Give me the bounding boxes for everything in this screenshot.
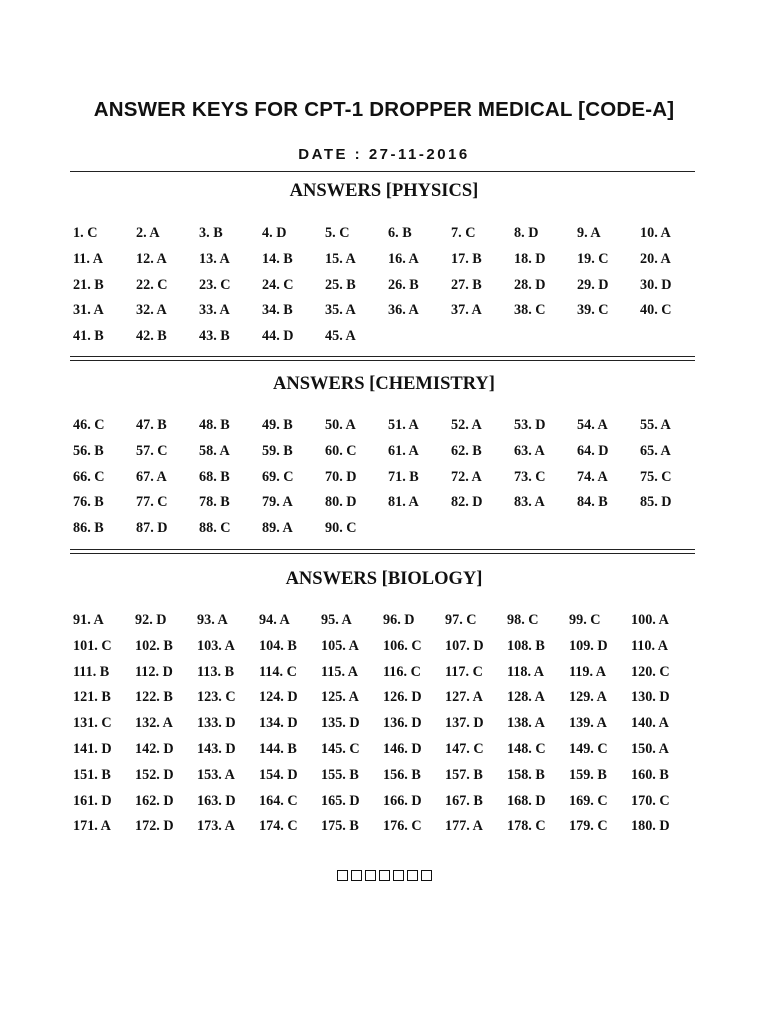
section-title-biology: ANSWERS [BIOLOGY] <box>285 569 483 589</box>
answer-item: 81. A <box>388 494 419 511</box>
answer-item: 98. C <box>507 612 539 628</box>
answer-item: 74. A <box>577 468 608 485</box>
answer-item: 39. C <box>577 302 609 319</box>
answer-item: 58. A <box>199 442 230 459</box>
answer-item: 49. B <box>262 417 293 433</box>
answer-item: 148. C <box>507 740 546 757</box>
answer-item: 97. C <box>445 612 477 628</box>
answer-item: 100. A <box>631 612 669 628</box>
answer-item: 45. A <box>325 328 356 345</box>
answer-item: 104. B <box>259 637 297 654</box>
answer-item: 16. A <box>388 250 419 267</box>
answer-item: 71. B <box>388 468 419 485</box>
answer-item: 42. B <box>136 328 167 345</box>
answer-grid-physics <box>73 221 703 350</box>
answer-item: 173. A <box>197 818 235 835</box>
answer-item: 131. C <box>73 715 112 732</box>
answer-item: 79. A <box>262 494 293 511</box>
answer-item: 132. A <box>135 715 173 732</box>
answer-item: 103. A <box>197 637 235 654</box>
answer-item: 94. A <box>259 612 290 628</box>
answer-item: 18. D <box>514 250 546 267</box>
answer-item: 159. B <box>569 766 607 783</box>
answer-item: 161. D <box>73 792 112 809</box>
answer-item: 116. C <box>383 663 421 680</box>
answer-item: 46. C <box>73 417 105 433</box>
answer-item: 73. C <box>514 468 546 485</box>
answer-item: 66. C <box>73 468 105 485</box>
answer-item: 6. B <box>388 225 412 241</box>
answer-item: 31. A <box>73 302 104 319</box>
answer-item: 156. B <box>383 766 421 783</box>
answer-item: 171. A <box>73 818 111 835</box>
answer-item: 80. D <box>325 494 357 511</box>
answer-item: 34. B <box>262 302 293 319</box>
answer-item: 56. B <box>73 442 104 459</box>
answer-item: 127. A <box>445 689 483 706</box>
answer-item: 114. C <box>259 663 297 680</box>
answer-item: 12. A <box>136 250 167 267</box>
answer-item: 160. B <box>631 766 669 783</box>
answer-item: 40. C <box>640 302 672 319</box>
answer-item: 123. C <box>197 689 236 706</box>
answer-item: 115. A <box>321 663 359 680</box>
answer-item: 165. D <box>321 792 360 809</box>
answer-item: 177. A <box>445 818 483 835</box>
answer-item: 3. B <box>199 225 223 241</box>
answer-item: 1. C <box>73 225 98 241</box>
answer-item: 170. C <box>631 792 670 809</box>
answer-item: 151. B <box>73 766 111 783</box>
answer-item: 29. D <box>577 276 609 293</box>
answer-item: 134. D <box>259 715 298 732</box>
answer-item: 35. A <box>325 302 356 319</box>
divider <box>70 553 695 554</box>
answer-item: 67. A <box>136 468 167 485</box>
answer-item: 61. A <box>388 442 419 459</box>
divider <box>70 549 695 550</box>
answer-item: 158. B <box>507 766 545 783</box>
answer-item: 125. A <box>321 689 359 706</box>
answer-item: 91. A <box>73 612 104 628</box>
answer-item: 57. C <box>136 442 168 459</box>
answer-item: 154. D <box>259 766 298 783</box>
answer-item: 130. D <box>631 689 670 706</box>
answer-item: 106. C <box>383 637 422 654</box>
answer-item: 62. B <box>451 442 482 459</box>
answer-item: 174. C <box>259 818 298 835</box>
answer-item: 65. A <box>640 442 671 459</box>
answer-item: 83. A <box>514 494 545 511</box>
answer-item: 33. A <box>199 302 230 319</box>
answer-item: 105. A <box>321 637 359 654</box>
answer-item: 145. C <box>321 740 360 757</box>
answer-item: 55. A <box>640 417 671 433</box>
answer-item: 77. C <box>136 494 168 511</box>
answer-item: 118. A <box>507 663 545 680</box>
answer-item: 169. C <box>569 792 608 809</box>
answer-item: 52. A <box>451 417 482 433</box>
answer-item: 72. A <box>451 468 482 485</box>
answer-item: 82. D <box>451 494 483 511</box>
answer-item: 133. D <box>197 715 236 732</box>
answer-item: 124. D <box>259 689 298 706</box>
answer-grid-biology <box>73 608 703 840</box>
answer-item: 138. A <box>507 715 545 732</box>
answer-item: 43. B <box>199 328 230 345</box>
answer-item: 9. A <box>577 225 601 241</box>
answer-item: 107. D <box>445 637 484 654</box>
answer-item: 141. D <box>73 740 112 757</box>
answer-item: 92. D <box>135 612 167 628</box>
answer-item: 178. C <box>507 818 546 835</box>
answer-item: 14. B <box>262 250 293 267</box>
exam-date: DATE : 27-11-2016 <box>298 146 470 163</box>
answer-item: 59. B <box>262 442 293 459</box>
divider <box>70 360 695 361</box>
answer-item: 140. A <box>631 715 669 732</box>
answer-item: 53. D <box>514 417 546 433</box>
answer-item: 88. C <box>199 520 231 537</box>
answer-item: 128. A <box>507 689 545 706</box>
answer-item: 87. D <box>136 520 168 537</box>
answer-item: 95. A <box>321 612 352 628</box>
answer-item: 13. A <box>199 250 230 267</box>
answer-item: 143. D <box>197 740 236 757</box>
answer-item: 153. A <box>197 766 235 783</box>
answer-item: 36. A <box>388 302 419 319</box>
answer-item: 180. D <box>631 818 670 835</box>
answer-item: 136. D <box>383 715 422 732</box>
answer-item: 10. A <box>640 225 671 241</box>
answer-item: 41. B <box>73 328 104 345</box>
answer-item: 28. D <box>514 276 546 293</box>
answer-item: 101. C <box>73 637 112 654</box>
answer-item: 111. B <box>73 663 110 680</box>
answer-item: 50. A <box>325 417 356 433</box>
answer-item: 20. A <box>640 250 671 267</box>
answer-item: 44. D <box>262 328 294 345</box>
answer-item: 22. C <box>136 276 168 293</box>
answer-item: 23. C <box>199 276 231 293</box>
answer-item: 78. B <box>199 494 230 511</box>
answer-item: 146. D <box>383 740 422 757</box>
section-title-chemistry: ANSWERS [CHEMISTRY] <box>273 374 495 394</box>
answer-item: 93. A <box>197 612 228 628</box>
answer-item: 144. B <box>259 740 297 757</box>
answer-item: 25. B <box>325 276 356 293</box>
answer-item: 172. D <box>135 818 174 835</box>
answer-item: 63. A <box>514 442 545 459</box>
answer-item: 142. D <box>135 740 174 757</box>
answer-item: 11. A <box>73 250 103 267</box>
answer-item: 68. B <box>199 468 230 485</box>
answer-item: 149. C <box>569 740 608 757</box>
answer-item: 99. C <box>569 612 601 628</box>
answer-item: 54. A <box>577 417 608 433</box>
answer-item: 15. A <box>325 250 356 267</box>
answer-item: 176. C <box>383 818 422 835</box>
answer-item: 117. C <box>445 663 483 680</box>
answer-item: 135. D <box>321 715 360 732</box>
answer-item: 64. D <box>577 442 609 459</box>
answer-item: 129. A <box>569 689 607 706</box>
answer-item: 38. C <box>514 302 546 319</box>
answer-item: 8. D <box>514 225 539 241</box>
answer-item: 166. D <box>383 792 422 809</box>
answer-item: 110. A <box>631 637 669 654</box>
answer-item: 21. B <box>73 276 104 293</box>
answer-item: 48. B <box>199 417 230 433</box>
answer-item: 152. D <box>135 766 174 783</box>
end-of-document-squares-icon <box>0 868 768 882</box>
answer-item: 163. D <box>197 792 236 809</box>
answer-item: 147. C <box>445 740 484 757</box>
answer-item: 75. C <box>640 468 672 485</box>
answer-item: 109. D <box>569 637 608 654</box>
answer-item: 139. A <box>569 715 607 732</box>
answer-item: 24. C <box>262 276 294 293</box>
answer-item: 113. B <box>197 663 235 680</box>
answer-item: 89. A <box>262 520 293 537</box>
answer-item: 162. D <box>135 792 174 809</box>
answer-item: 121. B <box>73 689 111 706</box>
answer-grid-chemistry <box>73 413 703 542</box>
answer-item: 70. D <box>325 468 357 485</box>
section-title-physics: ANSWERS [PHYSICS] <box>289 181 479 201</box>
answer-item: 27. B <box>451 276 482 293</box>
answer-item: 84. B <box>577 494 608 511</box>
answer-item: 155. B <box>321 766 359 783</box>
answer-item: 86. B <box>73 520 104 537</box>
answer-item: 96. D <box>383 612 415 628</box>
answer-item: 5. C <box>325 225 350 241</box>
answer-item: 122. B <box>135 689 173 706</box>
answer-item: 17. B <box>451 250 482 267</box>
answer-item: 26. B <box>388 276 419 293</box>
answer-item: 164. C <box>259 792 298 809</box>
answer-item: 32. A <box>136 302 167 319</box>
answer-item: 126. D <box>383 689 422 706</box>
answer-item: 30. D <box>640 276 672 293</box>
answer-item: 175. B <box>321 818 359 835</box>
answer-item: 76. B <box>73 494 104 511</box>
answer-item: 7. C <box>451 225 476 241</box>
answer-item: 102. B <box>135 637 173 654</box>
answer-item: 51. A <box>388 417 419 433</box>
answer-item: 119. A <box>569 663 607 680</box>
answer-item: 168. D <box>507 792 546 809</box>
divider <box>70 356 695 357</box>
answer-item: 120. C <box>631 663 670 680</box>
answer-item: 112. D <box>135 663 173 680</box>
answer-item: 2. A <box>136 225 160 241</box>
answer-item: 4. D <box>262 225 287 241</box>
answer-item: 85. D <box>640 494 672 511</box>
answer-item: 69. C <box>262 468 294 485</box>
answer-item: 19. C <box>577 250 609 267</box>
divider <box>70 171 695 172</box>
answer-item: 47. B <box>136 417 167 433</box>
answer-item: 90. C <box>325 520 357 537</box>
answer-item: 179. C <box>569 818 608 835</box>
answer-item: 137. D <box>445 715 484 732</box>
answer-item: 167. B <box>445 792 483 809</box>
answer-item: 150. A <box>631 740 669 757</box>
answer-item: 108. B <box>507 637 545 654</box>
document-title: ANSWER KEYS FOR CPT-1 DROPPER MEDICAL [CODE-A] <box>93 98 675 121</box>
answer-item: 60. C <box>325 442 357 459</box>
answer-item: 37. A <box>451 302 482 319</box>
answer-item: 157. B <box>445 766 483 783</box>
